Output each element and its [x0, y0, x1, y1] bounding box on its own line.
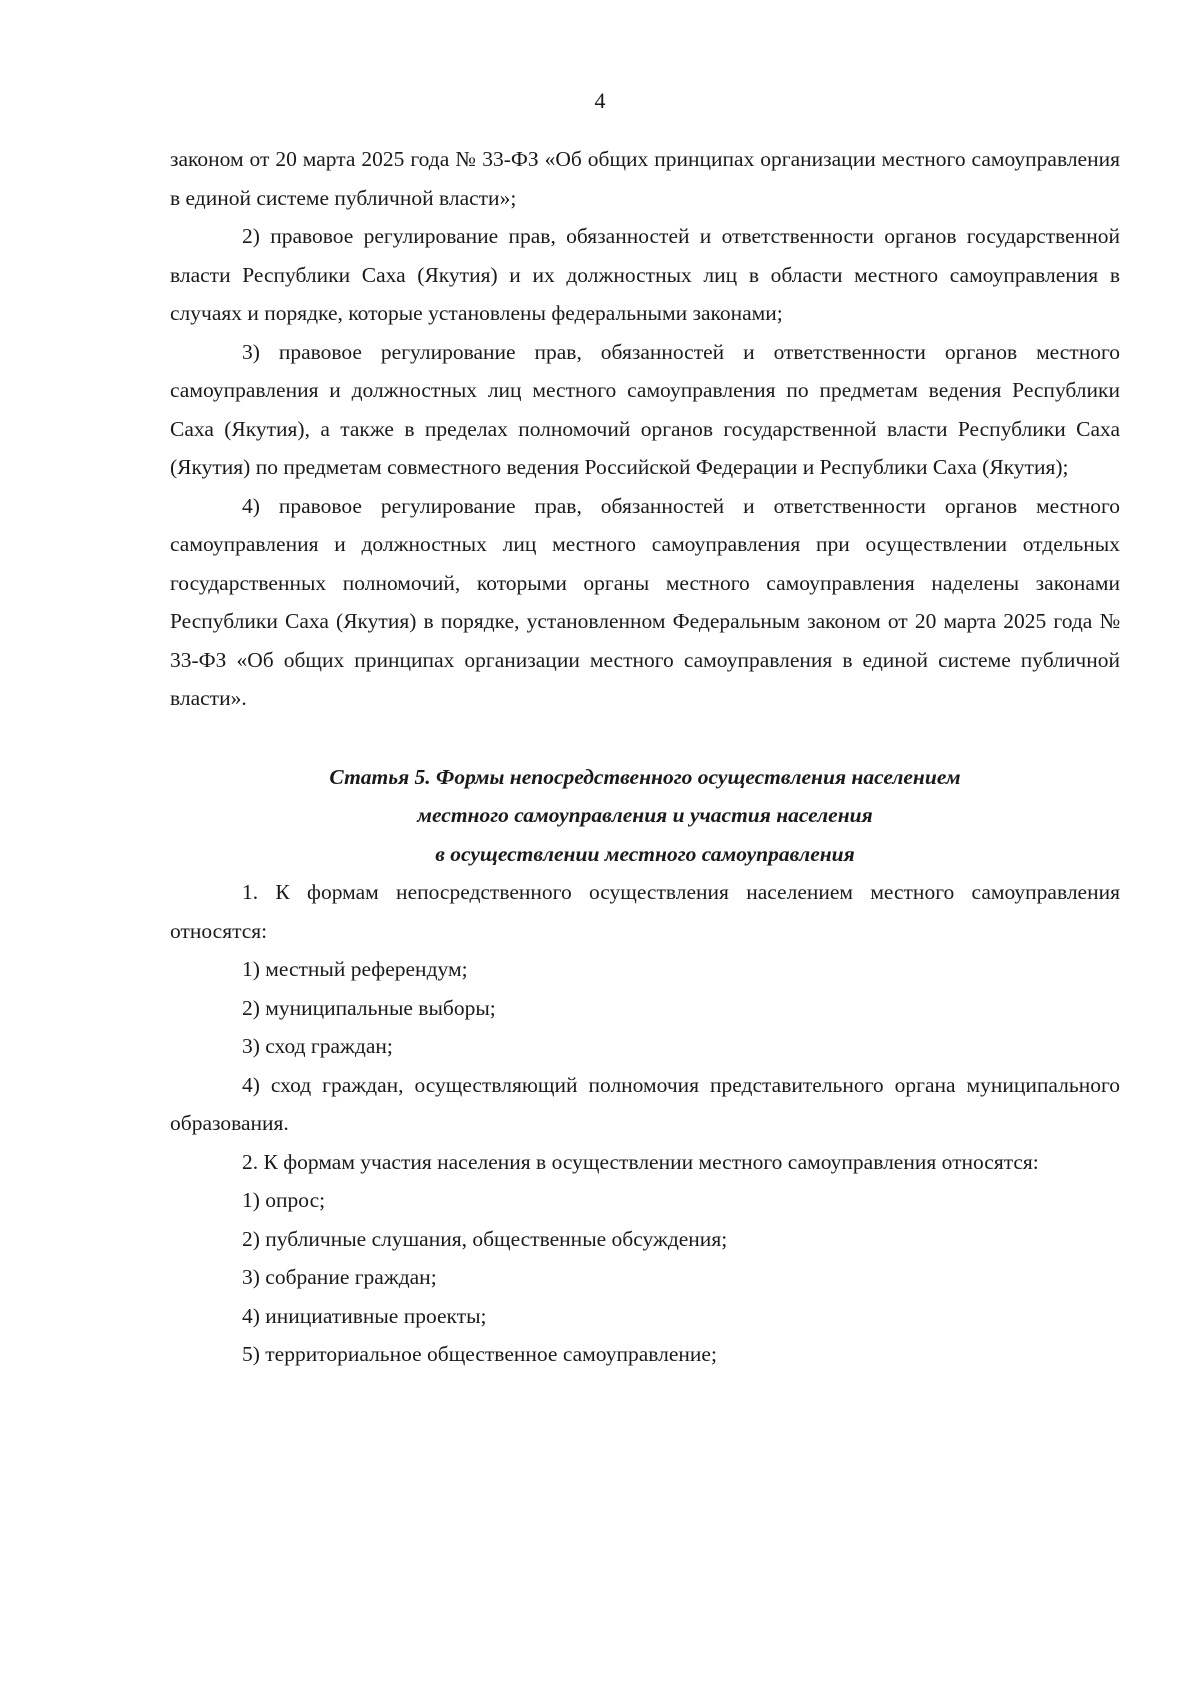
list-item: 4) инициативные проекты; — [242, 1303, 487, 1328]
article-5-part-1-intro: 1. К формам непосредственного осуществления населением местного самоуправления относятся: — [170, 880, 1120, 943]
article-5-heading — [170, 758, 1120, 874]
document-body — [170, 140, 1120, 1374]
page-number: 4 — [594, 88, 606, 113]
list-item: 2) муниципальные выборы; — [242, 995, 496, 1020]
paragraph-item-3: 3) правовое регулирование прав, обязанностей и ответственности органов местного самоуправления и должностных лиц местного самоуправления по предметам ведения Республики Саха (Якутия), а также в пределах полномочий органов государственной власти Республики Саха (Якутия) по предметам совместного ведения Российской Федерации и Республики Саха (Якутия); — [170, 339, 1120, 479]
article-5-heading-line-1: Статья 5. Формы непосредственного осуществления населением — [329, 764, 961, 789]
list-item: 1) опрос; — [242, 1188, 326, 1212]
list-item: 3) сход граждан; — [242, 1034, 393, 1058]
article-5-part-2-intro: 2. К формам участия населения в осуществлении местного самоуправления относятся: — [242, 1149, 1039, 1174]
list-item: 2) публичные слушания, общественные обсуждения; — [242, 1226, 728, 1251]
paragraph-continuation: законом от 20 марта 2025 года № 33-ФЗ «Об общих принципах организации местного самоуправления в единой системе публичной власти»; — [170, 147, 1120, 210]
article-5-heading-line-3: в осуществлении местного самоуправления — [435, 841, 855, 866]
list-item: 1) местный референдум; — [242, 957, 468, 981]
list-item: 3) собрание граждан; — [242, 1265, 437, 1289]
list-item: 5) территориальное общественное самоуправление; — [242, 1342, 717, 1366]
article-5-heading-line-2: местного самоуправления и участия населения — [417, 803, 873, 827]
paragraph-item-2: 2) правовое регулирование прав, обязанностей и ответственности органов государственной власти Республики Саха (Якутия) и их должностных лиц в области местного самоуправления в случаях и порядке, которые установлены федеральными законами; — [170, 224, 1120, 325]
paragraph-item-4: 4) правовое регулирование прав, обязанностей и ответственности органов местного самоуправления и должностных лиц местного самоуправления при осуществлении отдельных государственных полномочий, которыми органы местного самоуправления наделены законами Республики Саха (Якутия) в порядке, установленном Федеральным законом от 20 марта 2025 года № 33-ФЗ «Об общих принципах организации местного самоуправления в единой системе публичной власти». — [170, 493, 1120, 710]
list-item: 4) сход граждан, осуществляющий полномочия представительного органа муниципального образования. — [170, 1072, 1120, 1135]
